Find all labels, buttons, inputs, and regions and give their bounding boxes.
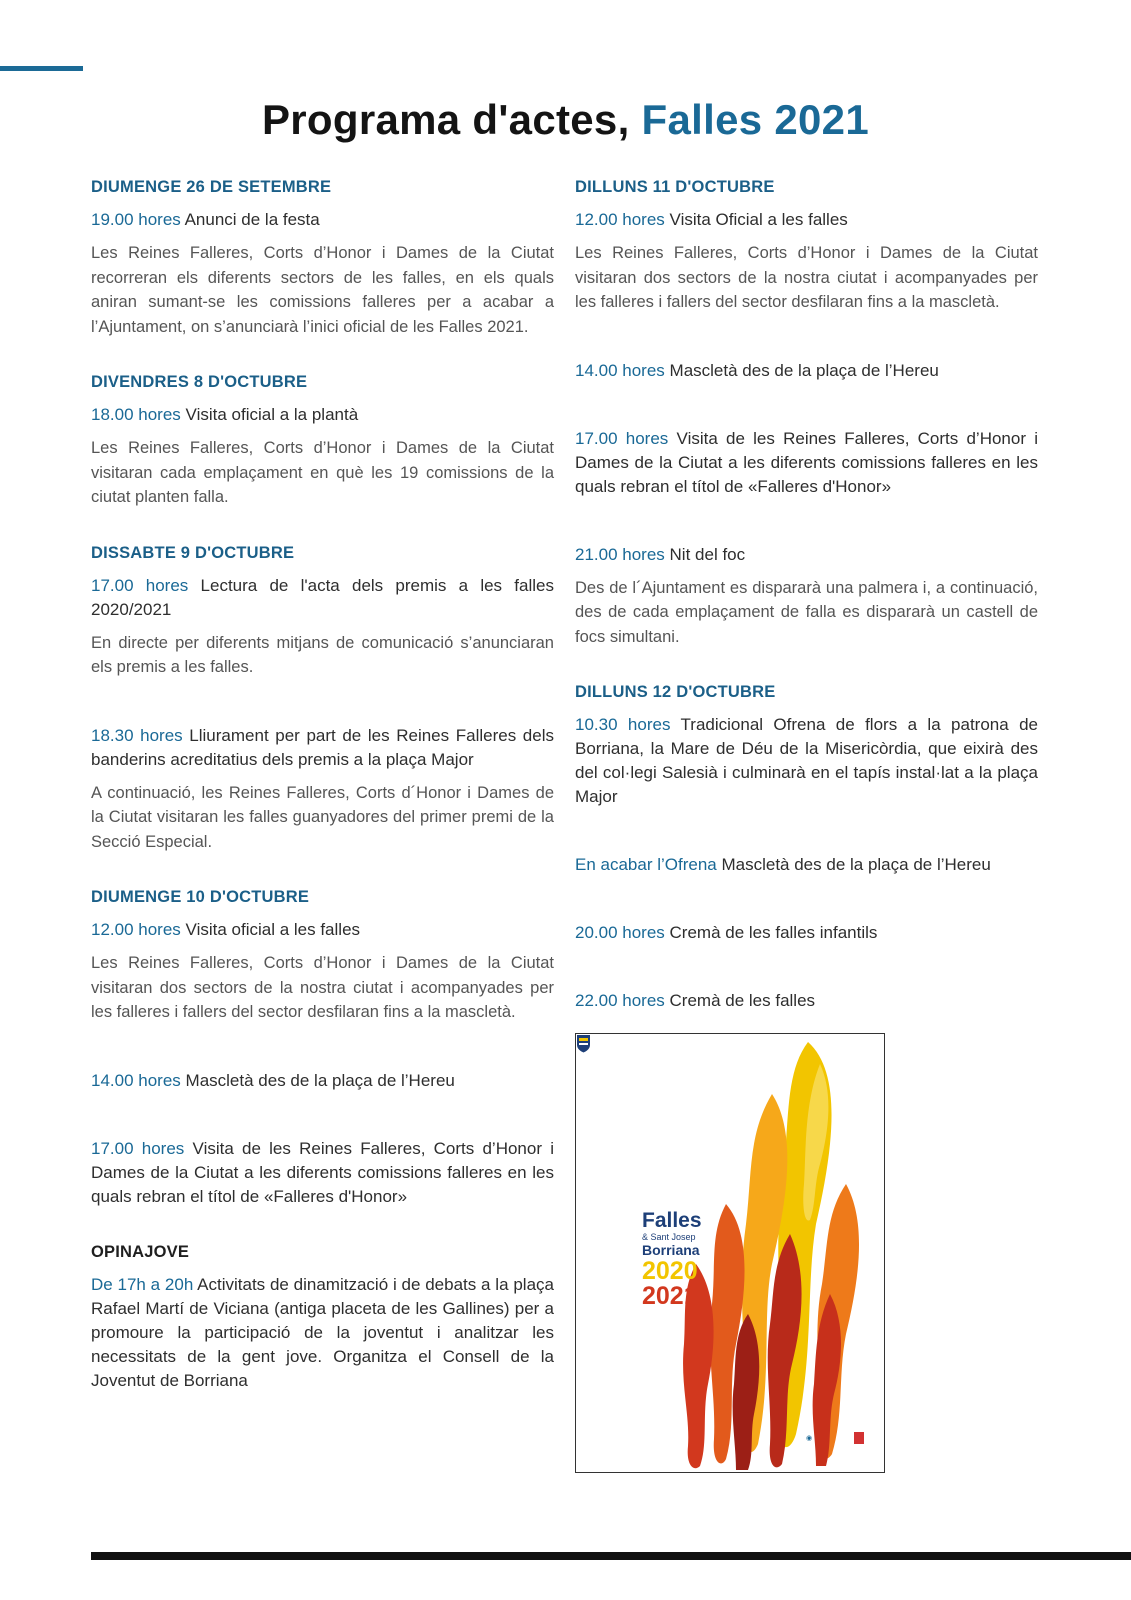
event-time: 12.00 hores xyxy=(575,210,665,229)
poster-year-2021: 2021 xyxy=(642,1282,698,1310)
section-divendres-8 xyxy=(91,373,554,510)
event-line xyxy=(91,1137,554,1209)
event-line xyxy=(575,853,1038,877)
event-time: 14.00 hores xyxy=(91,1070,181,1090)
event-title: Lectura de l'acta dels premis a les falles 2020/2021 xyxy=(91,575,554,619)
event-line xyxy=(575,427,1038,499)
event-title: Cremà de les falles infantils xyxy=(669,923,878,942)
sponsor-logo-red xyxy=(854,1432,864,1444)
event-time: 14.00 hores xyxy=(575,360,665,380)
event-line xyxy=(575,359,1038,383)
event-line xyxy=(575,989,1038,1013)
day-heading: DISSABTE 9 D'OCTUBRE xyxy=(91,543,295,562)
falles-poster xyxy=(575,1033,885,1473)
event-time: En acabar l’Ofrena xyxy=(575,855,717,874)
sponsor-logo: ◉ xyxy=(806,1435,813,1442)
event-line xyxy=(575,713,1038,809)
event-line xyxy=(91,1273,554,1393)
event-title: Visita de les Reines Falleres, Corts d’Honor i Dames de la Ciutat a les diferents comissions falleres en les quals rebran el títol de «Falleres d'Honor» xyxy=(575,428,1039,496)
event-title: Mascletà des de la plaça de l’Hereu xyxy=(185,1070,455,1090)
event-time: 17.00 hores xyxy=(91,1138,185,1158)
event-title: Visita oficial a les falles xyxy=(185,920,361,939)
section-opinajove xyxy=(91,1243,554,1393)
event-description: A continuació, les Reines Falleres, Corts d´Honor i Dames de la Ciutat visitaran les falles guanyadores del primer premi de la Secció Especial. xyxy=(91,783,554,851)
event-line xyxy=(575,208,1038,232)
event-title: Activitats de dinamització i de debats a la plaça Rafael Martí de Viciana (antiga placeta de les Gallines) per a promoure la participació de la joventut i analitzar les necessitats de la gent jove. Organitza el Consell de la Joventut de Borriana xyxy=(91,1274,554,1390)
event-line xyxy=(91,1069,554,1093)
event-line xyxy=(575,543,1038,567)
event-title: Nit del foc xyxy=(669,544,746,564)
event-line xyxy=(91,403,554,427)
event-description: Les Reines Falleres, Corts d’Honor i Dames de la Ciutat visitaran cada emplaçament en què les 19 comissions de la ciutat planten falla. xyxy=(91,439,554,506)
event-title: Visita oficial a la plantà xyxy=(185,405,359,424)
title-accent: Falles 2021 xyxy=(641,96,870,143)
event-time: 18.30 hores xyxy=(91,725,183,745)
event-title: Tradicional Ofrena de flors a la patrona de Borriana, la Mare de Déu de la Misericòrdia, que eixirà des del col·legi Salesià i culminarà en el tapís instal·lat a la plaça Major xyxy=(575,715,1038,806)
event-description: Les Reines Falleres, Corts d’Honor i Dames de la Ciutat visitaran dos sectors de la nostra ciutat i acompanyades per les falleres i fallers del sector desfilaran fins a la mascletà. xyxy=(91,954,554,1021)
event-title: Mascletà des de la plaça de l’Hereu xyxy=(721,855,991,874)
event-time: 20.00 hores xyxy=(575,923,665,942)
event-description: Les Reines Falleres, Corts d’Honor i Dames de la Ciutat recorreran els diferents sectors de les falles, en els quals aniran sumant-se les comissions falleres per a acabar a l’Ajuntament, on s’anunciarà l’inici oficial de les Falles 2021. xyxy=(91,244,554,336)
day-heading: OPINAJOVE xyxy=(91,1242,190,1261)
poster-brand-title: Falles xyxy=(642,1209,702,1232)
event-time: 18.00 hores xyxy=(91,405,181,424)
event-description: Les Reines Falleres, Corts d’Honor i Dames de la Ciutat visitaran dos sectors de la nostra ciutat i acompanyades per les falleres i fallers del sector desfilaran fins a la mascletà. xyxy=(575,244,1038,311)
event-time: 17.00 hores xyxy=(575,428,669,448)
section-dilluns-11 xyxy=(575,178,1038,649)
top-accent-rule xyxy=(0,66,83,71)
event-time: 21.00 hores xyxy=(575,544,665,564)
poster-year-2020: 2020 xyxy=(642,1257,698,1285)
section-dilluns-12 xyxy=(575,683,1038,1013)
page-title xyxy=(0,96,1131,144)
event-line xyxy=(91,724,554,772)
event-title: Cremà de les falles xyxy=(669,991,816,1010)
event-time: De 17h a 20h xyxy=(91,1274,194,1294)
day-heading: DIUMENGE 26 DE SETEMBRE xyxy=(91,178,332,196)
event-time: 12.00 hores xyxy=(91,920,181,939)
event-title: Anunci de la festa xyxy=(184,210,320,229)
poster-flames-artwork xyxy=(576,1034,884,1472)
bottom-rule xyxy=(91,1552,1131,1560)
section-diumenge-26 xyxy=(91,178,554,339)
poster-brand-city: Borriana xyxy=(642,1242,700,1258)
event-time: 10.30 hores xyxy=(575,715,671,734)
event-time: 17.00 hores xyxy=(91,575,189,595)
event-description: Des de l´Ajuntament es dispararà una palmera i, a continuació, des de cada emplaçament de falla es dispararà un castell de focs simultani. xyxy=(575,578,1038,646)
event-title: Lliurament per part de les Reines Falleres dels banderins acreditatius dels premis a la plaça Major xyxy=(91,725,554,769)
event-line xyxy=(575,921,1038,945)
event-title: Visita Oficial a les falles xyxy=(669,210,848,229)
event-line xyxy=(91,208,554,232)
day-heading: DIVENDRES 8 D'OCTUBRE xyxy=(91,373,308,391)
day-heading: DILLUNS 11 D'OCTUBRE xyxy=(575,178,775,196)
poster-brand xyxy=(642,1210,702,1309)
title-main: Programa d'actes, xyxy=(261,96,630,143)
event-line xyxy=(91,918,554,942)
left-column xyxy=(91,178,554,1427)
poster-brand-subtitle: & Sant Josep xyxy=(642,1232,696,1242)
borriana-shield-icon xyxy=(576,1034,591,1053)
event-description: En directe per diferents mitjans de comunicació s’anunciaran els premis a les falles. xyxy=(91,633,554,676)
day-heading: DILLUNS 12 D'OCTUBRE xyxy=(575,683,776,701)
event-title: Mascletà des de la plaça de l’Hereu xyxy=(669,360,939,380)
day-heading: DIUMENGE 10 D'OCTUBRE xyxy=(91,888,310,906)
event-time: 19.00 hores xyxy=(91,210,181,229)
right-column xyxy=(575,178,1038,1473)
event-title: Visita de les Reines Falleres, Corts d’Honor i Dames de la Ciutat a les diferents comissions falleres en les quals rebran el títol de «Falleres d'Honor» xyxy=(91,1138,555,1206)
section-dissabte-9 xyxy=(91,544,554,855)
event-time: 22.00 hores xyxy=(575,991,665,1010)
event-line xyxy=(91,574,554,622)
section-diumenge-10 xyxy=(91,888,554,1209)
